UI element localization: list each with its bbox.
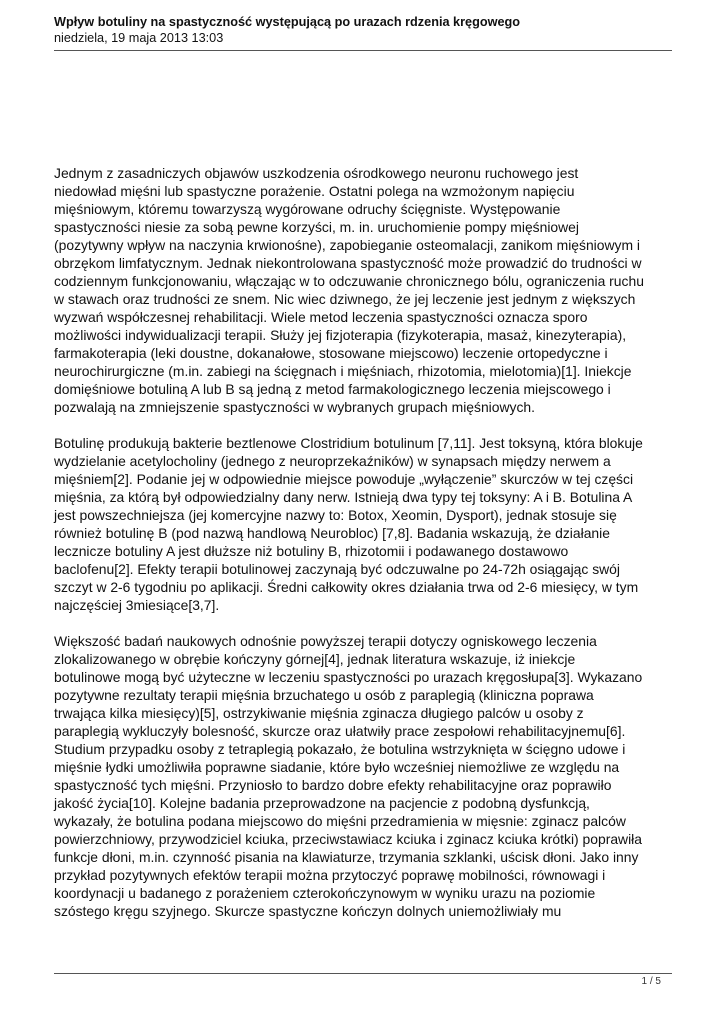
document-title: Wpływ botuliny na spastyczność występującą po urazach rdzenia kręgowego (54, 15, 521, 29)
article-body (54, 164, 678, 938)
page-number: 1 / 5 (641, 976, 661, 987)
paragraph: Botulinę produkują bakterie beztlenowe Clostridium botulinum [7,11]. Jest toksyną, która blokuje wydzielanie acetylocholiny (jednego z neuroprzekaźników) w synapsach między nerwem a mięśniem[2]. Podanie jej w odpowiednie miejsce powoduje „wyłączenie” skurczów w tej części mięśnia, za którą był odpowiedzialny dany nerw. Istnieją dwa typy tej toksyny: A i B. Botulina A jest powszechniejsza (jej komercyjne nazwy to: Botox, Xeomin, Dysport), jednak stosuje się również botulinę B (pod nazwą handlową Neurobloc) [7,8]. Badania wskazują, że działanie lecznicze botuliny A jest dłuższe niż botuliny B, rhizotomii i podawanego dostawowo baclofenu[2]. Efekty terapii botulinowej zaczynają być odczuwalne po 24-72h osiągając swój szczyt w 2-6 tygodniu po aplikacji. Średni całkowity okres działania trwa od 2-6 miesięcy, w tym najczęściej 3miesiące[3,7]. (54, 435, 643, 613)
footer-divider (54, 973, 672, 974)
header-divider (54, 50, 672, 51)
paragraph: Większość badań naukowych odnośnie powyższej terapii dotyczy ogniskowego leczenia zlokalizowanego w obrębie kończyny górnej[4], jednak literatura wskazuje, iż iniekcje botulinowe mogą być użyteczne w leczeniu spastyczności po urazach kręgosłupa[3]. Wykazano pozytywne rezultaty terapii mięśnia brzuchatego u osób z paraplegią (kliniczna poprawa trwająca kilka miesięcy)[5], ostrzykiwanie mięśnia zginacza długiego palców u osoby z paraplegią wykluczyły bolesność, skurcze oraz ułatwiły prace zespołowi rehabilitacyjnemu[6]. Studium przypadku osoby z tetraplegią pokazało, że botulina wstrzyknięta w ścięgno udowe i mięśnie łydki umożliwiła poprawne siadanie, które było wcześniej niemożliwe ze względu na spastyczność tych mięśni. Przyniosło to bardzo dobre efekty rehabilitacyjne oraz poprawiło jakość życia[10]. Kolejne badania przeprowadzone na pacjencie z podobną dysfunkcją, wykazały, że botulina podana miejscowo do mięśni przedramienia w mięsnie: zginacz palców powierzchniowy, przywodziciel kciuka, przeciwstawiacz kciuka i zginacz kciuka krótki) poprawiła funkcje dłoni, m.in. czynność pisania na klawiaturze, trzymania szklanki, uścisk dłoni. Jako inny przykład pozytywnych efektów terapii można przytoczyć poprawę mobilności, równowagi i koordynacji u badanego z porażeniem czterokończynowym w wyniku urazu na poziomie szóstego kręgu szyjnego. Skurcze spastyczne kończyn dolnych uniemożliwiały mu (54, 633, 643, 919)
paragraph: Jednym z zasadniczych objawów uszkodzenia ośrodkowego neuronu ruchowego jest niedowład mięśni lub spastyczne porażenie. Ostatni polega na wzmożonym napięciu mięśniowym, któremu towarzyszą wygórowane odruchy ścięgniste. Występowanie spastyczności niesie za sobą pewne korzyści, m. in. uruchomienie pompy mięśniowej (pozytywny wpływ na naczynia krwionośne), zapobieganie osteomalacji, zanikom mięśniowym i obrzękom limfatycznym. Jednak niekontrolowana spastyczność może prowadzić do trudności w codziennym funkcjonowaniu, włączając w to odczuwanie chronicznego bólu, ograniczenia ruchu w stawach oraz trudności ze snem. Nic wiec dziwnego, że jej leczenie jest jednym z większych wyzwań współczesnej rehabilitacji. Wiele metod leczenia spastyczności oznacza sporo możliwości indywidualizacji terapii. Służy jej fizjoterapia (fizykoterapia, masaż, kinezyterapia), farmakoterapia (leki doustne, dokanałowe, stosowane miejscowo) leczenie ortopedyczne i neurochirurgiczne (m.in. zabiegi na ścięgnach i mięśniach, rhizotomia, mielotomia)[1]. Iniekcje domięśniowe botuliną A lub B są jedną z metod farmakologicznego leczenia miejscowego i pozwalają na zmniejszenie spastyczności w wybranych grupach mięśniowych. (54, 165, 644, 415)
document-date: niedziela, 19 maja 2013 13:03 (54, 31, 224, 45)
document-header (54, 14, 672, 46)
